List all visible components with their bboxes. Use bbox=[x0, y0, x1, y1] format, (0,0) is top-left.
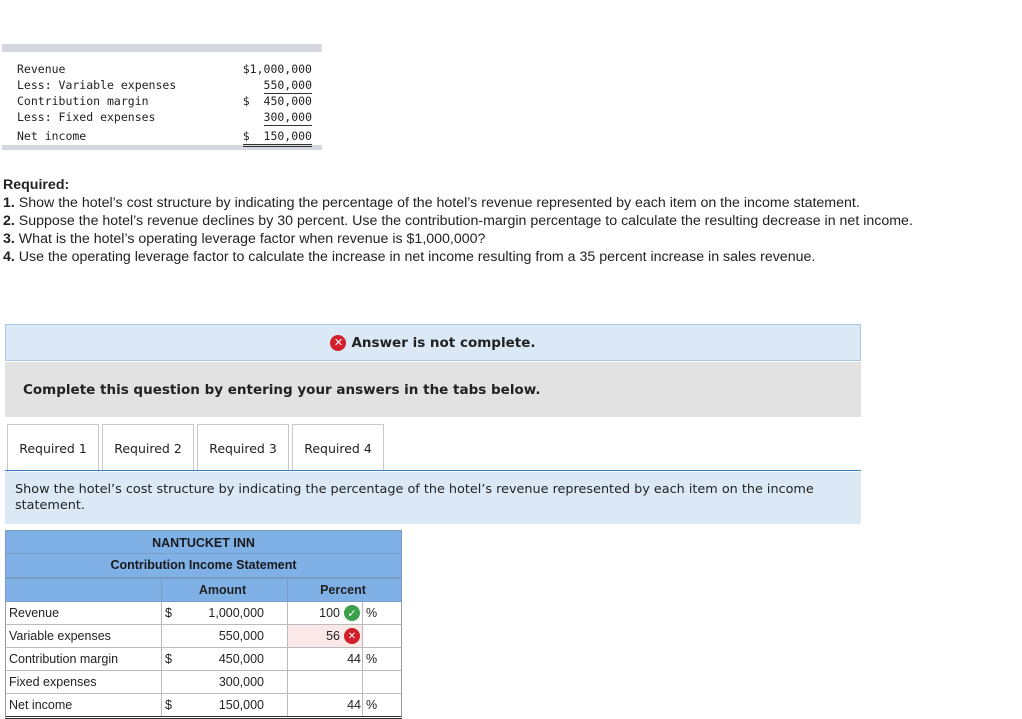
column-header-percent: Percent bbox=[287, 579, 398, 601]
table-row bbox=[5, 671, 402, 694]
item-text: What is the hotel’s operating leverage factor when revenue is $1,000,000? bbox=[14, 231, 486, 247]
contribution-income-statement bbox=[5, 530, 402, 719]
statement-title: Contribution Income Statement bbox=[5, 554, 402, 578]
tab-instruction-text: Show the hotel’s cost structure by indicating the percentage of the hotel’s revenue represented by each item on the income statement. bbox=[15, 482, 814, 513]
question-item-1 bbox=[3, 194, 1003, 212]
percent-sign: % bbox=[362, 602, 406, 624]
amount-value: 150,000 bbox=[218, 698, 264, 712]
row-label: Revenue bbox=[17, 62, 66, 76]
table-row bbox=[5, 648, 402, 671]
row-label: Revenue bbox=[9, 606, 60, 620]
error-icon: ✕ bbox=[330, 335, 346, 351]
tab-required-1[interactable]: Required 1 bbox=[7, 424, 99, 472]
dollar-sign: $ bbox=[161, 694, 179, 716]
tab-required-4[interactable]: Required 4 bbox=[292, 424, 384, 471]
percent-value: 100 bbox=[319, 606, 340, 620]
row-label: Less: Variable expenses bbox=[17, 78, 177, 92]
given-row-net-income bbox=[2, 128, 322, 144]
tab-underline bbox=[5, 470, 861, 471]
amount-value: 300,000 bbox=[218, 675, 264, 689]
question-text bbox=[3, 176, 1003, 266]
required-heading: Required: bbox=[3, 177, 70, 193]
company-name: NANTUCKET INN bbox=[5, 530, 402, 554]
percent-value: 44 bbox=[347, 652, 361, 666]
answer-status-text: Answer is not complete. bbox=[351, 334, 536, 351]
row-label: Net income bbox=[9, 698, 73, 712]
tab-required-3[interactable]: Required 3 bbox=[197, 424, 289, 471]
answer-status-banner bbox=[5, 324, 861, 361]
dollar-sign: $ bbox=[161, 648, 179, 670]
table-row bbox=[5, 602, 402, 625]
item-text: Suppose the hotel’s revenue declines by 30 percent. Use the contribution-margin percentage to calculate the resulting decrease in net income. bbox=[14, 213, 913, 229]
row-value: 300,000 bbox=[263, 110, 312, 124]
row-value: 550,000 bbox=[263, 78, 312, 92]
row-label: Contribution margin bbox=[9, 652, 119, 666]
question-item-2 bbox=[3, 212, 1003, 230]
tab-instruction-panel bbox=[5, 472, 861, 524]
item-number: 2. bbox=[3, 213, 15, 229]
amount-value: 1,000,000 bbox=[208, 606, 264, 620]
percent-sign: % bbox=[362, 648, 406, 670]
percent-value: 56 bbox=[326, 629, 340, 643]
amount-value: 450,000 bbox=[218, 652, 264, 666]
percent-input[interactable] bbox=[287, 602, 363, 624]
item-number: 4. bbox=[3, 249, 15, 265]
tab-required-2[interactable]: Required 2 bbox=[102, 424, 194, 471]
item-number: 3. bbox=[3, 231, 15, 247]
given-row-fixed-expenses bbox=[2, 109, 322, 125]
question-item-3 bbox=[3, 230, 1003, 248]
percent-input[interactable] bbox=[287, 671, 363, 693]
dollar-sign: $ bbox=[161, 602, 179, 624]
row-label: Less: Fixed expenses bbox=[17, 110, 156, 124]
correct-check-icon: ✓ bbox=[344, 605, 360, 621]
row-label: Variable expenses bbox=[9, 629, 111, 643]
given-row-revenue bbox=[2, 61, 322, 77]
instructions-banner bbox=[5, 362, 861, 417]
given-row-variable-expenses bbox=[2, 77, 322, 93]
percent-sign bbox=[362, 625, 406, 647]
percent-sign: % bbox=[362, 694, 406, 716]
incorrect-x-icon: ✕ bbox=[344, 628, 360, 644]
tab-bar bbox=[7, 424, 387, 471]
column-header-amount: Amount bbox=[198, 583, 247, 597]
column-header-row bbox=[5, 578, 402, 602]
row-value: $ 450,000 bbox=[242, 94, 312, 108]
row-label: Fixed expenses bbox=[9, 675, 97, 689]
row-label: Contribution margin bbox=[17, 94, 149, 108]
row-label: Net income bbox=[17, 129, 87, 143]
percent-sign bbox=[362, 671, 406, 693]
item-text: Show the hotel’s cost structure by indicating the percentage of the hotel’s revenue represented by each item on the income statement. bbox=[14, 195, 860, 211]
percent-input[interactable] bbox=[287, 694, 363, 716]
percent-value: 44 bbox=[347, 698, 361, 712]
item-number: 1. bbox=[3, 195, 15, 211]
row-value: $ 150,000 bbox=[243, 128, 312, 147]
instructions-text: Complete this question by entering your answers in the tabs below. bbox=[23, 381, 541, 398]
given-row-contribution-margin bbox=[2, 93, 322, 109]
item-text: Use the operating leverage factor to calculate the increase in net income resulting from a 35 percent increase in sales revenue. bbox=[14, 249, 816, 265]
given-income-statement bbox=[2, 44, 322, 150]
percent-input[interactable] bbox=[287, 625, 363, 647]
row-value: $1,000,000 bbox=[242, 62, 312, 76]
percent-input[interactable] bbox=[287, 648, 363, 670]
table-row bbox=[5, 625, 402, 648]
table-top-bar bbox=[2, 44, 322, 52]
amount-value: 550,000 bbox=[218, 629, 264, 643]
table-row bbox=[5, 694, 402, 719]
question-item-4 bbox=[3, 248, 1003, 266]
